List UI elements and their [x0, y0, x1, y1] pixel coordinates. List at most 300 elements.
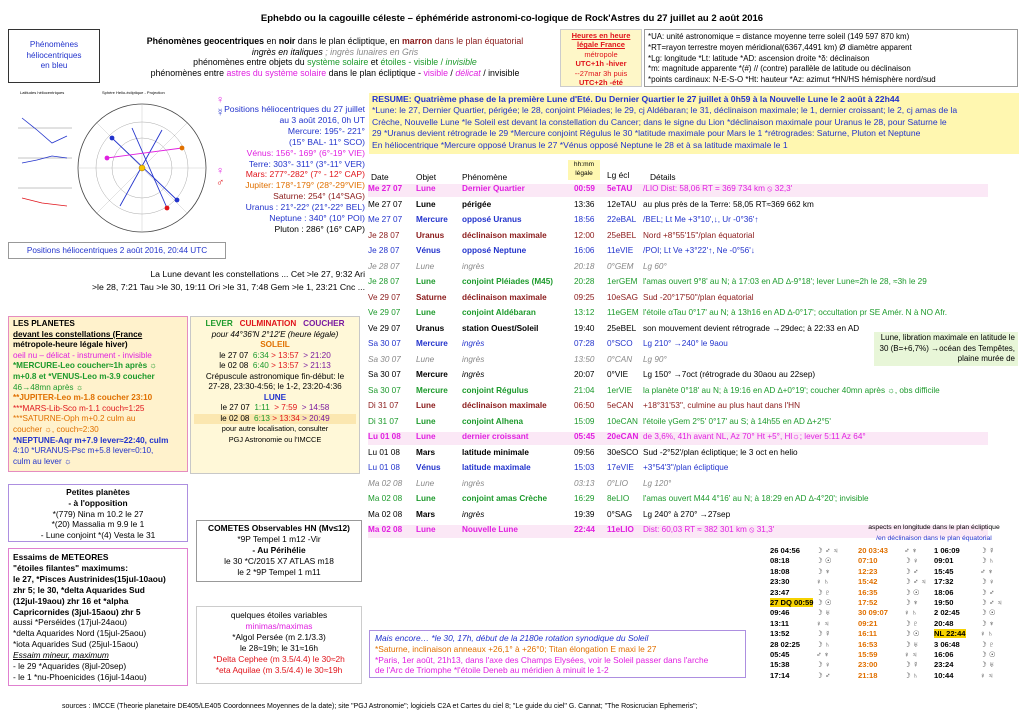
table-row — [368, 510, 988, 523]
event-longitude: 11eVIE — [607, 246, 634, 255]
hours-l2: légale France — [577, 40, 625, 50]
col-details: Détails — [650, 172, 676, 182]
aspect-time: 12:23 — [858, 566, 878, 576]
helio-sub: au 3 août 2016, 0h UT — [279, 114, 365, 125]
table-row — [368, 308, 988, 321]
event-longitude: 0°LIO — [607, 478, 629, 488]
event-object: Lune — [416, 525, 436, 534]
aspect-glyphs-icon: ☽ ♅ — [904, 639, 919, 649]
event-date: Lu 01 08 — [368, 463, 400, 472]
hours-l4: UTC+1h -hiver — [575, 59, 627, 69]
planets-l11: coucher ☼, couch≈2:30 — [13, 424, 99, 434]
header-l1c: noir — [278, 36, 296, 46]
event-details: Lg 90° — [643, 354, 667, 364]
aspects-header — [850, 522, 1018, 544]
legend-line-1: Phénomènes — [29, 40, 79, 49]
table-row — [368, 370, 988, 383]
aspect-glyphs-icon: ☽ ♂ ♃ — [904, 577, 927, 587]
event-phenomenon: station Ouest/Soleil — [462, 323, 539, 333]
h-coucher: COUCHER — [303, 319, 345, 328]
header-l1b: en — [264, 36, 279, 46]
aspect-time: 15:38 — [770, 660, 790, 670]
event-date: Sa 30 07 — [368, 339, 401, 348]
header-l1f: dans le plan équatorial — [432, 36, 524, 46]
aspect-glyphs-icon: ☽ ♂ — [816, 670, 831, 680]
event-phenomenon: ingrès — [462, 370, 485, 379]
aspect-glyphs-icon: ☽ ♅ — [980, 660, 995, 670]
header-l4g: / invisible — [480, 67, 520, 78]
units-l1: *UA: unité astronomique = distance moyenne terre soleil (149 597 870 km) — [648, 32, 910, 41]
aspect-glyphs-icon: ☽ ♆ — [980, 618, 995, 628]
met-l2: le 27, *Pisces Austrinides(15jul-10aou) — [13, 573, 166, 584]
planets-l9: ***MARS-Lib-Sco m-1.1 couch≈1:25 — [13, 403, 145, 413]
table-row — [368, 432, 988, 445]
event-date: Me 27 07 — [368, 215, 403, 224]
event-hour: 16:29 — [574, 494, 595, 503]
helio-row: Jupiter: 178°-179° (28°-29°VIE) — [245, 180, 365, 191]
comets-l4: le 2 *9P Tempel 1 m11 — [237, 566, 321, 577]
event-phenomenon: ingrès — [462, 339, 485, 348]
units-l2: *RT=rayon terrestre moyen méridional(6367,4491 km) Ø diamètre apparent — [648, 42, 912, 52]
event-phenomenon: opposé Uranus — [462, 215, 522, 224]
event-longitude: 17eVIE — [607, 463, 634, 472]
aspect-time: 08:18 — [770, 556, 790, 566]
event-date: Je 28 07 — [368, 246, 400, 255]
h-lever: LEVER — [205, 319, 233, 328]
table-row — [368, 277, 988, 290]
aspect-time: 30 09:07 — [858, 608, 888, 618]
aspect-time: 17:14 — [770, 670, 790, 680]
legend-box — [8, 29, 100, 83]
aspect-glyphs-icon: ☽ ♄ — [904, 670, 919, 680]
header-l3e: - visible / — [405, 57, 446, 68]
event-longitude: 5eTAU — [607, 184, 633, 193]
event-date: Ma 02 08 — [368, 525, 403, 534]
planets-l12: *NEPTUNE-Aqr m+7.9 lever≈22:40, culm — [13, 435, 169, 445]
units-l5: *points cardinaux: N-E-S-O *Ht: hauteur *Az: azimut *HN/HS hémisphère nord/sud — [648, 75, 936, 85]
event-longitude: 0°CAN — [607, 354, 633, 364]
event-phenomenon: conjoint amas Crèche — [462, 494, 548, 503]
aspect-time: 28 02:25 — [770, 639, 800, 649]
event-longitude: 10eCAN — [607, 416, 638, 426]
event-details: la planète 0°18' au N; à 19:16 en AD ∆+0°19'; coucher 40mn après ☼, obs difficile — [643, 385, 940, 395]
met-l4: (12jul-19aou) zhr 16 et *alpha — [13, 595, 129, 606]
event-hour: 05:45 — [574, 432, 595, 441]
planets-l5: *MERCURE-Leo coucher≈1h après ☼ — [13, 361, 157, 371]
event-date: Ve 29 07 — [368, 292, 401, 302]
m2-culm: > 13:34 — [272, 413, 300, 423]
aspect-glyphs-icon: ☽ ☉ — [980, 650, 996, 659]
event-hour: 20:28 — [574, 277, 595, 286]
event-object: Lune — [416, 199, 436, 209]
planets-l14: culm au lever ☼ — [13, 456, 72, 466]
event-phenomenon: Dernier Quartier — [462, 184, 525, 193]
aspect-time: 13:52 — [770, 629, 790, 639]
header-l4b: astres du système solaire — [226, 67, 327, 78]
helio-row: Mars: 277°-282° (7° - 12° CAP) — [245, 169, 365, 180]
event-object: Lune — [416, 308, 436, 317]
sun-pos: pour 44°36'N 2°12'E (heure légale) — [211, 329, 339, 339]
event-phenomenon: dernier croissant — [462, 432, 529, 441]
var-sub: minimas/maximas — [245, 621, 313, 631]
event-details: Lg 60° — [643, 261, 667, 271]
event-date: Di 31 07 — [368, 416, 399, 426]
aspect-time: 23:30 — [770, 577, 790, 587]
event-date: Je 28 07 — [368, 230, 400, 240]
units-box — [644, 29, 1018, 87]
helio-row: Uranus : 21°-22° (21°-22° BEL) — [245, 202, 365, 213]
header-l3c: et — [368, 57, 381, 68]
event-object: Vénus — [416, 463, 441, 472]
aspect-time: 26 04:56 — [770, 546, 800, 555]
header-l3d: étoiles — [380, 57, 406, 68]
event-phenomenon: ingrès — [462, 509, 485, 519]
m1-date: le 27 07 — [220, 403, 250, 412]
aspect-glyphs-icon: ☽ ♂ — [980, 587, 995, 597]
aspect-glyphs-icon: ☽ ♄ — [816, 639, 831, 649]
event-longitude: 0°VIE — [607, 370, 629, 379]
event-date: Lu 01 08 — [368, 447, 400, 457]
event-longitude: 30eSCO — [607, 447, 639, 457]
helio-row: Pluton : 286° (16° CAP) — [274, 223, 365, 234]
helio-latitude-caption: Latitudes héliocentriques — [20, 90, 65, 95]
header-line-1 — [110, 36, 560, 47]
event-longitude: 0°GEM — [607, 261, 634, 271]
header-l4d: visible — [423, 67, 448, 78]
met-l6: aussi *Perséides (17jul-24aou) — [13, 617, 128, 628]
aspect-glyphs-icon: ☽ ☉ — [816, 598, 832, 607]
event-longitude: 8eLIO — [607, 494, 630, 503]
header-l1d: dans le plan écliptique, en — [295, 36, 402, 46]
event-phenomenon: conjoint Régulus — [462, 385, 529, 395]
sun-title: SOLEIL — [260, 340, 290, 349]
aspect-glyphs-icon: ☽ ☉ — [904, 629, 920, 639]
sp-t1: Petites planètes — [66, 487, 130, 497]
event-longitude: 12eTAU — [607, 199, 637, 209]
m1-set: > 14:58 — [301, 403, 330, 412]
header-l1e: marron — [401, 36, 433, 46]
aspect-time: 27 DQ 00:59 — [770, 598, 814, 607]
aspect-time: 09:01 — [934, 556, 954, 566]
event-object: Mercure — [416, 370, 448, 379]
event-longitude: 1erGEM — [607, 277, 638, 286]
event-object: Uranus — [416, 323, 445, 333]
aspect-time: 07:10 — [858, 556, 878, 566]
event-hour: 20:07 — [574, 370, 595, 379]
aspect-time: 16:35 — [858, 587, 878, 597]
hours-l5: --27mar 3h puis — [574, 68, 628, 78]
event-details: au plus près de la Terre: 58,05 RT≈369 662 km — [643, 199, 814, 209]
more-box — [369, 630, 746, 678]
aspect-time: 15:42 — [858, 577, 878, 587]
aspect-time: 18:06 — [934, 587, 954, 597]
event-date: Ve 29 07 — [368, 323, 401, 333]
aspect-time: 05:45 — [770, 650, 790, 659]
helio-title: Positions héliocentriques du 27 juillet — [224, 104, 365, 114]
variables-box — [196, 606, 362, 684]
m2-rise: 6:13 — [254, 413, 270, 423]
var-l2: le 28≈19h; le 31≈16h — [239, 643, 319, 653]
aspect-time: 10:44 — [934, 670, 954, 680]
event-object: Vénus — [416, 246, 441, 255]
event-details: Dist: 60,03 RT ≈ 382 301 km ⦸ 31,3' — [643, 525, 775, 534]
units-l4: *m: magnitude apparente *(#) // (contre) parallèle de latitude ou déclinaison — [648, 64, 911, 74]
event-details: Lg 120° — [643, 478, 672, 488]
event-object: Lune — [416, 416, 436, 426]
aspect-glyphs-icon: ♂ ♆ — [816, 650, 830, 659]
met-l7: *delta Aquarides Nord (15jul-25aou) — [13, 628, 147, 639]
helio-row: Vénus: 156°- 169° (6°-19° VIE) — [246, 147, 365, 158]
aspect-glyphs-icon: ☽ ☉ — [904, 587, 920, 597]
col-phenomenon: Phénomène — [462, 172, 508, 182]
event-hour: 12:00 — [574, 230, 595, 240]
event-phenomenon: conjoint Pléiades (M45) — [462, 277, 553, 286]
event-hour: 09:25 — [574, 292, 595, 302]
comets-l2: - Au Périhélie — [252, 544, 306, 555]
hours-l3: métropole — [584, 49, 618, 59]
aspect-glyphs-icon: ☽ ♀ — [816, 660, 831, 670]
event-object: Lune — [416, 478, 435, 488]
event-date: Di 31 07 — [368, 401, 399, 410]
event-phenomenon: latitude maximale — [462, 463, 531, 472]
aspect-time: 23:47 — [770, 587, 790, 597]
event-phenomenon: ingrès — [462, 354, 485, 364]
sun-row-1 — [194, 351, 356, 362]
crep-1: Crépuscule astronomique fin-début: le — [205, 371, 345, 381]
summary-box — [369, 93, 1019, 154]
event-details: l'étoile γGem 2°5' 0°17' au S; à 14h55 en AD ∆+2°5' — [643, 416, 831, 426]
event-hour: 20:18 — [574, 261, 595, 271]
event-details: Sud -20°17'50"/plan équatorial — [643, 292, 754, 302]
aspect-time: 20:48 — [934, 618, 954, 628]
event-longitude: 11eGEM — [607, 308, 639, 317]
event-details: l'amas ouvert M44 4°16' au N; à 18:29 en AD ∆-4°20'; invisible — [643, 494, 869, 503]
aspects-grid — [770, 546, 1020, 682]
aspect-time: 23:24 — [934, 660, 954, 670]
s2-set: > 21:13 — [303, 361, 331, 370]
loc-1: pour autre localisation, consulter — [221, 424, 329, 433]
aspect-glyphs-icon: ☽ ☿ — [816, 629, 831, 639]
moon-const-l2: >le 28, 7:21 Tau >le 30, 19:11 Ori >le 31, 7:48 Gem >le 1, 23:21 Cnc ... — [91, 281, 365, 292]
sun-moon-box — [190, 316, 360, 474]
page-title: Ephebdo ou la cagouille céleste – éphéméride astronomi-co-logique de Rock'Astres du 27 juillet au 2 août 2016 — [260, 13, 764, 24]
table-header — [368, 160, 988, 182]
aspect-time: NL 22:44 — [934, 629, 966, 639]
table-row — [368, 200, 988, 213]
helio-sphere-caption: Sphère Helio-écliptique - Projection — [102, 90, 165, 95]
aspect-time: 13:11 — [770, 618, 790, 628]
planets-l6: m+0.8 et *VENUS-Leo m-3.9 coucher — [13, 371, 155, 381]
event-details: l'étoile αTau 0°17' au N; à 13h16 en AD ∆-0°17'; occultation pr SE Amér. N à NO Afr. — [643, 308, 948, 317]
event-object: Uranus — [416, 230, 445, 240]
planets-l8: **JUPITER-Leo m-1.8 coucher 23:10 — [13, 393, 153, 403]
met-l8: *iota Aquarides Sud (25jul-15aou) — [13, 639, 139, 650]
aspect-glyphs-icon: ☽ ☉ — [816, 556, 832, 566]
event-hour: 13:36 — [574, 199, 595, 209]
event-details: /POI; Lt Ve +3°22'↑, Ne -0°56'↓ — [643, 246, 755, 255]
var-l4: *eta Aquilae (m 3.5/4.4) le 30≈19h — [215, 665, 343, 675]
aspect-time: 16:06 — [934, 650, 954, 659]
aspect-glyphs-icon: ☽ ♆ — [904, 598, 919, 607]
event-object: Mercure — [416, 385, 448, 395]
header-legend — [110, 36, 560, 78]
var-title: quelques étoiles variables — [230, 610, 328, 620]
event-hour: 21:04 — [574, 385, 595, 395]
s2-rise: 6:40 — [252, 361, 269, 370]
event-hour: 13:12 — [574, 308, 595, 317]
aspect-time: 2 02:45 — [934, 608, 960, 618]
event-longitude: 5eCAN — [607, 401, 634, 410]
table-row — [368, 262, 988, 275]
s1-date: le 27 07 — [219, 350, 249, 360]
more-l3: *Paris, 1er août, 21h13, dans l'axe des Champs Elysées, voir le Soleil passer dans l'arche — [375, 654, 709, 665]
aspect-glyphs-icon: ☽ ♂ — [904, 566, 919, 576]
event-object: Lune — [416, 432, 436, 441]
event-hour: 19:39 — [574, 509, 595, 519]
event-object: Lune — [416, 277, 436, 286]
met-l3: zhr 5; le 30, *delta Aquarides Sud — [13, 584, 145, 595]
planets-l3: métropole-heure légale hiver) — [13, 340, 128, 350]
summary-l2: *Lune: le 27, Dernier Quartier, périgée; le 28, conjoint Pléiades; le 29, cj Aldébaran; le 31, déclinaison maximale; le 1, dernier croissant; le 2, cj amas de la — [372, 105, 958, 116]
event-date: Ma 02 08 — [368, 478, 403, 488]
event-object: Lune — [416, 354, 435, 364]
aspect-time: 15:59 — [858, 650, 878, 659]
helio-row: (15° BAL- 11° SCO) — [289, 136, 365, 147]
event-object: Saturne — [416, 292, 447, 302]
aspect-glyphs-icon: ♀ ♄ — [816, 577, 830, 587]
table-row — [368, 293, 988, 306]
col-hour: hh:mm légale — [568, 160, 600, 180]
more-l4: de l'Arc de Triomphe *l'étoile Deneb au méridien à minuit le 1-2 — [375, 665, 609, 676]
sp-l2: *(20) Massalia m 9.9 le 1 — [51, 519, 145, 530]
event-date: Me 27 07 — [368, 199, 403, 209]
header-l4f: délicat — [455, 67, 481, 78]
sources-footer: sources : IMCCE (Theorie planetaire DE405/LE405 Coordonnees Moyennes de la date); site "PGJ Astronomie"; logiciels C2A et Cartes du ciel 8; "Le guide du ciel" G. Cannat; "The Rosicrucian Ephemeris"; — [62, 703, 698, 710]
met-l10: - le 29 *Aquarides (8jul-20sep) — [13, 661, 127, 672]
sp-l3: - Lune conjoint *(4) Vesta le 31 — [40, 530, 156, 541]
event-object: Lune — [416, 184, 436, 193]
event-object: Mars — [416, 509, 436, 519]
header-line-3 — [110, 57, 560, 68]
aspect-glyphs-icon: ☽ ♆ — [816, 566, 831, 576]
table-row — [368, 463, 988, 476]
event-details: Lg 240° à 270° →27sep — [643, 509, 731, 519]
table-row — [368, 401, 988, 414]
event-date: Lu 01 08 — [368, 432, 401, 441]
event-phenomenon: ingrès — [462, 478, 485, 488]
event-phenomenon: déclinaison maximale — [462, 292, 547, 302]
aspect-glyphs-icon: ♀ ♃ — [816, 618, 830, 628]
header-l3b: système solaire — [307, 57, 369, 68]
event-longitude: 25eBEL — [607, 323, 637, 333]
asp-h1: aspects en longitude dans le plan écliptique — [868, 524, 1000, 531]
event-details: /BEL; Lt Me +3°10',↓, Ur -0°36'↑ — [643, 215, 759, 224]
event-phenomenon: ingrès — [462, 261, 485, 271]
col-date: Date — [371, 172, 389, 182]
aspect-glyphs-icon: ☽ ☿ — [980, 546, 995, 555]
meteors-box — [8, 548, 188, 686]
table-row — [368, 246, 988, 259]
aspect-glyphs-icon: ☽ ♅ — [816, 608, 831, 618]
table-row — [368, 386, 988, 399]
event-hour: 15:09 — [574, 416, 595, 426]
aspect-glyphs-icon: ☽ ♇ — [904, 618, 919, 628]
event-phenomenon: conjoint Aldébaran — [462, 308, 536, 317]
header-l4a: phénomènes entre — [150, 67, 227, 78]
s2-date: le 02 08 — [219, 361, 249, 370]
event-hour: 03:13 — [574, 478, 595, 488]
aspect-glyphs-icon: ☽ ♂ ♃ — [980, 598, 1003, 607]
helio-positions — [195, 104, 365, 235]
aspect-glyphs-icon: ♀ ♄ — [904, 608, 918, 618]
event-longitude: 0°SCO — [607, 339, 633, 348]
aspect-time: 09:46 — [770, 608, 790, 618]
comets-l1: *9P Tempel 1 m12 -Vir — [237, 533, 321, 544]
libration-text: Lune, libration maximale en latitude le 30 (B=+6,7%) →océan des Tempêtes, plaine murée de — [879, 333, 1015, 364]
aspect-glyphs-icon: ♂ ♆ — [904, 546, 918, 555]
aspect-time: 17:52 — [858, 598, 878, 607]
comets-title: COMETES Observables HN (Mv≤12) — [208, 523, 350, 533]
summary-l5: En héliocentrique *Mercure opposé Uranus le 27 *Vénus opposé Neptune le 28 et à sa latitude maximale le 1 — [372, 139, 788, 150]
event-longitude: 20eCAN — [607, 432, 639, 441]
aspect-glyphs-icon: ☽ ♇ — [980, 639, 995, 649]
moon-row-1 — [194, 403, 356, 414]
aspect-glyphs-icon: ♂ ♆ — [980, 566, 994, 576]
event-details: /LIO Dist: 58,06 RT = 369 734 km ⦸ 32,3' — [643, 184, 793, 193]
event-hour: 22:44 — [574, 525, 595, 534]
event-date: Ma 02 08 — [368, 509, 403, 519]
helio-row: Neptune : 340° (10° POI) — [269, 213, 365, 224]
table-row — [368, 215, 988, 228]
small-planets-box — [8, 484, 188, 542]
col-object: Objet — [416, 172, 437, 182]
planets-box — [8, 316, 188, 472]
event-longitude: 10eSAG — [607, 292, 638, 302]
event-phenomenon: opposé Neptune — [462, 246, 527, 255]
var-l1: *Algol Persée (m 2.1/3.3) — [232, 632, 326, 642]
units-l3: *Lg: longitude *Lt: latitude *AD: ascension droite *δ: déclinaison — [648, 53, 870, 63]
loc-2: PGJ Astronomie ou l'IMCCE — [228, 434, 322, 444]
venus-icon: ♀ — [216, 94, 225, 106]
sun-row-2 — [194, 361, 356, 372]
aspect-time: 16:53 — [858, 639, 878, 649]
event-object: Mercure — [416, 215, 448, 224]
aspect-time: 3 06:48 — [934, 639, 960, 649]
event-details: l'amas ouvert 9°8' au N; à 17:03 en AD ∆-9°18'; lever Lune≈2h le 28, ≈3h le 29 — [643, 277, 927, 286]
comets-l3: le 30 *C/2015 X7 ATLAS m18 — [224, 555, 334, 566]
event-date: Sa 30 07 — [368, 370, 401, 379]
legend-line-2: héliocentriques — [26, 50, 82, 60]
aspect-time: 19:50 — [934, 598, 954, 607]
event-phenomenon: latitude minimale — [462, 447, 529, 457]
aspect-glyphs-icon: ☽ ☉ — [980, 608, 996, 618]
event-phenomenon: conjoint Alhena — [462, 416, 524, 426]
planets-l13: 4:10 *URANUS-Psc m+5.8 lever≈0:10, — [13, 446, 154, 456]
met-l5: Capricornides (3jul-15aou) zhr 5 — [13, 606, 141, 617]
moon-row-2 — [194, 414, 356, 425]
event-details: Lg 210° →240° le 9aou — [643, 339, 728, 348]
event-date: Sa 30 07 — [368, 354, 401, 364]
event-longitude: 0°SAG — [607, 509, 633, 519]
s2-culm: > 13:57 — [271, 361, 299, 370]
crep-2: 27-28, 23:30-4:56; le 1-2, 23:20-4:36 — [208, 382, 342, 391]
event-phenomenon: Nouvelle Lune — [462, 525, 518, 534]
met-l1: "étoiles filantes" maximums: — [13, 562, 128, 573]
planets-l7: 46→48mn après ☼ — [13, 382, 84, 392]
aspect-glyphs-icon: ☽ ♀ — [980, 577, 995, 587]
header-l1a: Phénomènes geocentriques — [146, 36, 265, 46]
aspect-glyphs-icon: ♀ ♃ — [980, 670, 994, 680]
